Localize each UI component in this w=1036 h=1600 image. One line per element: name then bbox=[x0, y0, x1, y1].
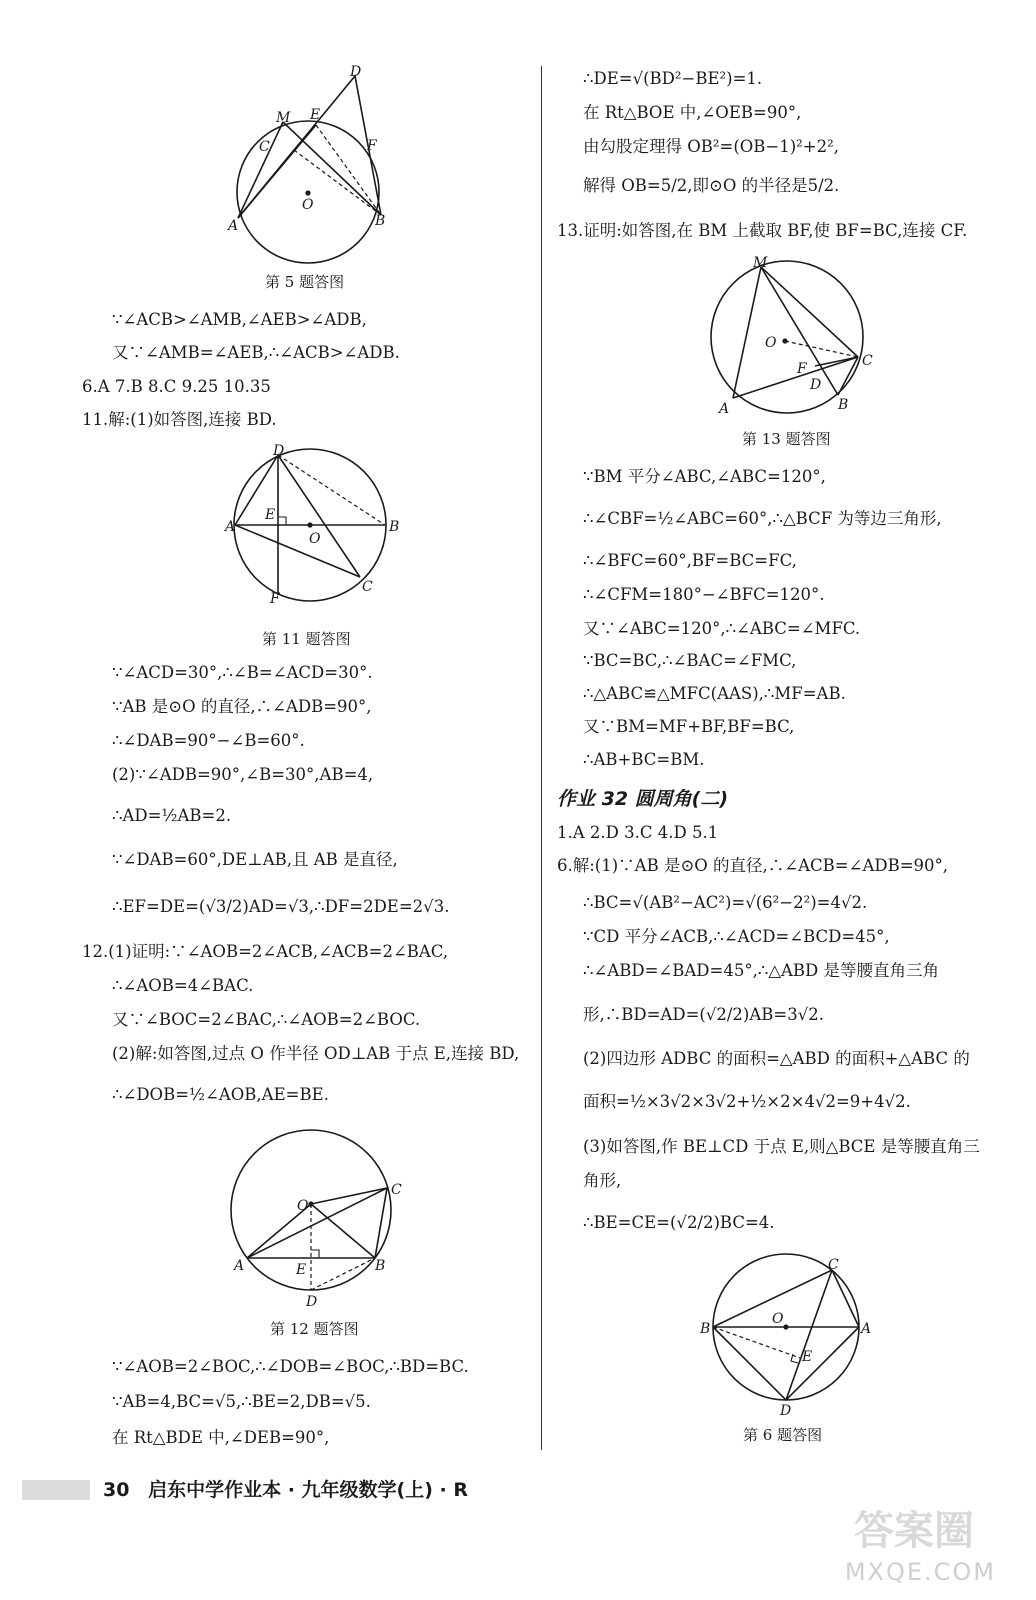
left-line-12: 12.(1)证明:∵∠AOB=2∠ACB,∠ACB=2∠BAC, bbox=[82, 942, 449, 961]
left-line-1: ∵∠ACB>∠AMB,∠AEB>∠ADB, bbox=[112, 310, 367, 329]
fig5-label-m: M bbox=[276, 110, 291, 126]
fig11-label-a: A bbox=[225, 519, 236, 535]
fig13-label-o: O bbox=[765, 335, 777, 351]
fig13-label-c: C bbox=[862, 353, 873, 369]
right-line-25: ∴BE=CE=(√2/2)BC=4. bbox=[583, 1213, 775, 1232]
left-line-5: ∵∠ACD=30°,∴∠B=∠ACD=30°. bbox=[112, 663, 373, 682]
column-divider bbox=[541, 66, 542, 1450]
fig13-caption: 第 13 题答图 bbox=[742, 430, 831, 448]
left-line-19: 在 Rt△BDE 中,∠DEB=90°, bbox=[112, 1428, 330, 1447]
right-line-11: ∵BC=BC,∴∠BAC=∠FMC, bbox=[583, 651, 797, 670]
right-line-19: ∴∠ABD=∠BAD=45°,∴△ABD 是等腰直角三角 bbox=[583, 961, 940, 980]
right-line-21: (2)四边形 ADBC 的面积=△ABD 的面积+△ABC 的 bbox=[583, 1049, 970, 1068]
right-line-2: 在 Rt△BOE 中,∠OEB=90°, bbox=[583, 103, 802, 122]
page-number: 30 bbox=[103, 1479, 130, 1501]
right-line-14: ∴AB+BC=BM. bbox=[583, 750, 705, 769]
fig13-label-f: F bbox=[797, 361, 807, 377]
right-line-18: ∵CD 平分∠ACB,∴∠ACD=∠BCD=45°, bbox=[583, 927, 890, 946]
fig12-label-a: A bbox=[234, 1258, 245, 1274]
fig6-label-a: A bbox=[861, 1321, 872, 1337]
fig13-label-a: A bbox=[719, 401, 730, 417]
fig5-label-f: F bbox=[367, 138, 377, 154]
left-line-2: 又∵∠AMB=∠AEB,∴∠ACB>∠ADB. bbox=[112, 343, 400, 362]
left-line-11: ∴EF=DE=(√3/2)AD=√3,∴DF=2DE=2√3. bbox=[112, 897, 450, 916]
fig11-label-e: E bbox=[265, 507, 276, 523]
right-line-20: 形,∴BD=AD=(√2/2)AB=3√2. bbox=[583, 1005, 824, 1024]
right-line-6: ∵BM 平分∠ABC,∠ABC=120°, bbox=[583, 467, 826, 486]
right-line-22: 面积=½×3√2×3√2+½×2×4√2=9+4√2. bbox=[583, 1092, 911, 1111]
left-line-8: (2)∵∠ADB=90°,∠B=30°,AB=4, bbox=[112, 765, 374, 784]
fig13-label-b: B bbox=[838, 397, 849, 413]
left-line-7: ∴∠DAB=90°−∠B=60°. bbox=[112, 731, 305, 750]
fig11-label-d: D bbox=[273, 443, 285, 459]
right-line-13: 又∵BM=MF+BF,BF=BC, bbox=[583, 717, 795, 736]
fig13-label-m: M bbox=[753, 255, 768, 271]
figure-12 bbox=[225, 1128, 415, 1313]
fig12-label-b: B bbox=[375, 1258, 386, 1274]
right-line-1: ∴DE=√(BD²−BE²)=1. bbox=[583, 69, 763, 88]
right-line-9: ∴∠CFM=180°−∠BFC=120°. bbox=[583, 585, 825, 604]
left-line-15: (2)解:如答图,过点 O 作半径 OD⊥AB 于点 E,连接 BD, bbox=[112, 1044, 520, 1063]
right-line-17: ∴BC=√(AB²−AC²)=√(6²−2²)=4√2. bbox=[583, 893, 868, 912]
left-line-16: ∴∠DOB=½∠AOB,AE=BE. bbox=[112, 1085, 329, 1104]
figure-5 bbox=[220, 60, 410, 240]
right-line-23: (3)如答图,作 BE⊥CD 于点 E,则△BCE 是等腰直角三 bbox=[583, 1137, 980, 1156]
right-line-5: 13.证明:如答图,在 BM 上截取 BF,使 BF=BC,连接 CF. bbox=[557, 221, 968, 240]
left-line-6: ∵AB 是⊙O 的直径,∴∠ADB=90°, bbox=[112, 697, 372, 716]
fig6-label-d: D bbox=[780, 1403, 792, 1419]
fig6-caption: 第 6 题答图 bbox=[743, 1426, 823, 1444]
left-line-10: ∵∠DAB=60°,DE⊥AB,且 AB 是直径, bbox=[112, 850, 398, 869]
fig12-label-e: E bbox=[296, 1262, 307, 1278]
book-title: 启东中学作业本 · 九年级数学(上) · R bbox=[148, 1479, 468, 1501]
right-line-15: 1.A 2.D 3.C 4.D 5.1 bbox=[557, 823, 719, 842]
fig6-label-e: E bbox=[802, 1349, 813, 1365]
fig5-label-o: O bbox=[302, 197, 314, 213]
figure-11 bbox=[225, 445, 415, 605]
fig6-label-b: B bbox=[700, 1321, 711, 1337]
fig12-caption: 第 12 题答图 bbox=[270, 1320, 359, 1338]
watermark-logo: 答案圈 bbox=[854, 1508, 974, 1554]
left-line-4: 11.解:(1)如答图,连接 BD. bbox=[82, 410, 277, 429]
left-line-14: 又∵∠BOC=2∠BAC,∴∠AOB=2∠BOC. bbox=[112, 1010, 421, 1029]
left-line-17: ∵∠AOB=2∠BOC,∴∠DOB=∠BOC,∴BD=BC. bbox=[112, 1357, 469, 1376]
fig5-caption: 第 5 题答图 bbox=[265, 273, 345, 291]
fig5-label-b: B bbox=[375, 213, 386, 229]
fig5-label-e: E bbox=[310, 107, 321, 123]
fig11-caption: 第 11 题答图 bbox=[262, 630, 351, 648]
fig5-label-d: D bbox=[350, 64, 362, 80]
fig13-label-d: D bbox=[810, 377, 822, 393]
left-line-13: ∴∠AOB=4∠BAC. bbox=[112, 976, 254, 995]
left-line-9: ∴AD=½AB=2. bbox=[112, 806, 232, 825]
section-heading: 作业 32 圆周角(二) bbox=[557, 788, 729, 810]
right-line-10: 又∵∠ABC=120°,∴∠ABC=∠MFC. bbox=[583, 619, 861, 638]
right-line-4: 解得 OB=5/2,即⊙O 的半径是5/2. bbox=[583, 176, 840, 195]
footer bbox=[103, 1475, 468, 1502]
fig12-label-d: D bbox=[306, 1294, 318, 1310]
watermark-site: MXQE.COM bbox=[844, 1558, 996, 1586]
fig5-label-a: A bbox=[228, 218, 239, 234]
figure-13 bbox=[705, 255, 880, 420]
fig11-label-b: B bbox=[389, 519, 400, 535]
fig11-label-c: C bbox=[362, 579, 373, 595]
fig11-label-f: F bbox=[270, 591, 280, 607]
fig6-label-c: C bbox=[828, 1257, 839, 1273]
fig11-label-o: O bbox=[309, 531, 321, 547]
left-line-18: ∵AB=4,BC=√5,∴BE=2,DB=√5. bbox=[112, 1392, 371, 1411]
right-line-24: 角形, bbox=[583, 1171, 622, 1190]
fig12-label-o: O bbox=[297, 1198, 309, 1214]
right-line-16: 6.解:(1)∵AB 是⊙O 的直径,∴∠ACB=∠ADB=90°, bbox=[557, 856, 949, 875]
fig12-label-c: C bbox=[391, 1182, 402, 1198]
right-line-7: ∴∠CBF=½∠ABC=60°,∴△BCF 为等边三角形, bbox=[583, 509, 942, 528]
footer-decoration bbox=[22, 1480, 90, 1500]
left-line-3: 6.A 7.B 8.C 9.25 10.35 bbox=[82, 377, 271, 396]
figure-6 bbox=[695, 1255, 880, 1419]
right-line-8: ∴∠BFC=60°,BF=BC=FC, bbox=[583, 551, 797, 570]
fig5-label-c: C bbox=[259, 139, 270, 155]
fig6-label-o: O bbox=[772, 1311, 784, 1327]
right-line-3: 由勾股定理得 OB²=(OB−1)²+2², bbox=[583, 137, 839, 156]
right-line-12: ∴△ABC≌△MFC(AAS),∴MF=AB. bbox=[583, 684, 846, 703]
